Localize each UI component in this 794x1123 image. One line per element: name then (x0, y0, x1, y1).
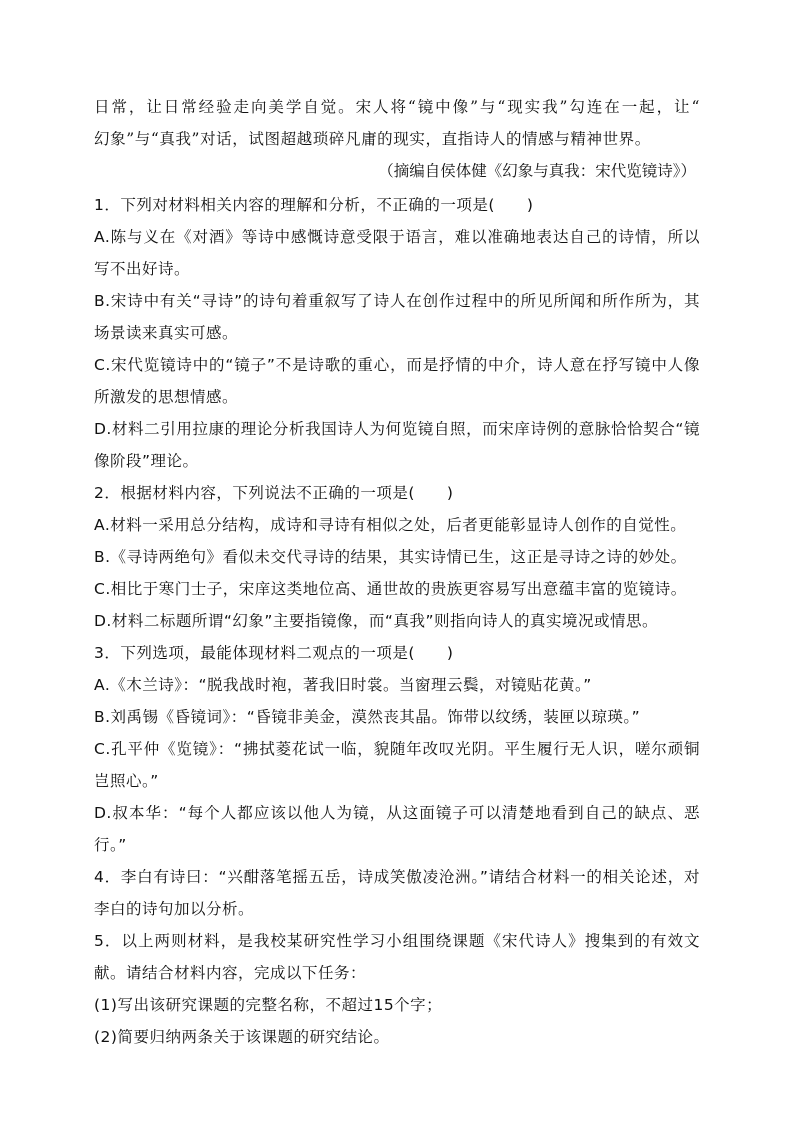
question-5-task-1: (1)写出该研究课题的完整名称，不超过15个字； (94, 996, 443, 1014)
passage-line-2: 幻象”与“真我”对话，试图超越琐碎凡庸的现实，直指诗人的情感与精神世界。 (94, 130, 651, 148)
question-1-option-b: B.宋诗中有关“寻诗”的诗句着重叙写了诗人在创作过程中的所见所闻和所作所为，其场景读来真实可感。 (94, 292, 700, 342)
question-1-option-a: A.陈与义在《对酒》等诗中感慨诗意受限于语言，难以准确地表达自己的诗情，所以写不出好诗。 (94, 228, 700, 278)
passage-source-citation: （摘编自侯体健《幻象与真我：宋代览镜诗》） (378, 162, 696, 180)
question-2-option-a: A.材料一采用总分结构，成诗和寻诗有相似之处，后者更能彰显诗人创作的自觉性。 (94, 516, 687, 534)
question-1-option-d: D.材料二引用拉康的理论分析我国诗人为何览镜自照，而宋庠诗例的意脉恰恰契合“镜像阶段”理论。 (94, 420, 700, 470)
question-1-stem: 1．下列对材料相关内容的理解和分析，不正确的一项是( ) (94, 196, 534, 214)
question-3-option-b: B.刘禹锡《昏镜词》：“昏镜非美金，漠然丧其晶。饰带以纹绣，装匣以琼瑛。” (94, 708, 641, 726)
question-1-option-c: C.宋代览镜诗中的“镜子”不是诗歌的重心，而是抒情的中介，诗人意在抒写镜中人像所激发的思想情感。 (94, 356, 700, 406)
question-4-stem: 4．李白有诗曰：“兴酣落笔摇五岳，诗成笑傲凌沧洲。”请结合材料一的相关论述，对李白的诗句加以分析。 (94, 868, 700, 918)
question-5-task-2: (2)简要归纳两条关于该课题的研究结论。 (94, 1028, 390, 1046)
question-2-option-b: B.《寻诗两绝句》看似未交代寻诗的结果，其实诗情已生，这正是寻诗之诗的妙处。 (94, 548, 687, 566)
question-3-option-c: C.孔平仲《览镜》：“拂拭菱花试一临，貌随年改叹光阴。平生履行无人识，嗟尔顽铜岂照心。” (94, 740, 700, 790)
question-2-option-d: D.材料二标题所谓“幻象”主要指镜像，而“真我”则指向诗人的真实境况或情思。 (94, 612, 658, 630)
question-3-option-a: A.《木兰诗》：“脱我战时袍，著我旧时裳。当窗理云鬓，对镜贴花黄。” (94, 676, 592, 694)
question-5-stem: 5．以上两则材料，是我校某研究性学习小组围绕课题《宋代诗人》搜集到的有效文献。请结合材料内容，完成以下任务： (94, 932, 700, 982)
passage-line-1: 日常，让日常经验走向美学自觉。宋人将“镜中像”与“现实我”勾连在一起，让“ (94, 98, 700, 116)
question-3-stem: 3．下列选项，最能体现材料二观点的一项是( ) (94, 644, 454, 662)
question-3-option-d: D.叔本华：“每个人都应该以他人为镜，从这面镜子可以清楚地看到自己的缺点、恶行。” (94, 804, 700, 854)
question-2-option-c: C.相比于寒门士子，宋庠这类地位高、通世故的贵族更容易写出意蕴丰富的览镜诗。 (94, 580, 687, 598)
page-content (94, 91, 700, 1053)
question-2-stem: 2．根据材料内容，下列说法不正确的一项是( ) (94, 484, 454, 502)
question-list (94, 189, 700, 1053)
